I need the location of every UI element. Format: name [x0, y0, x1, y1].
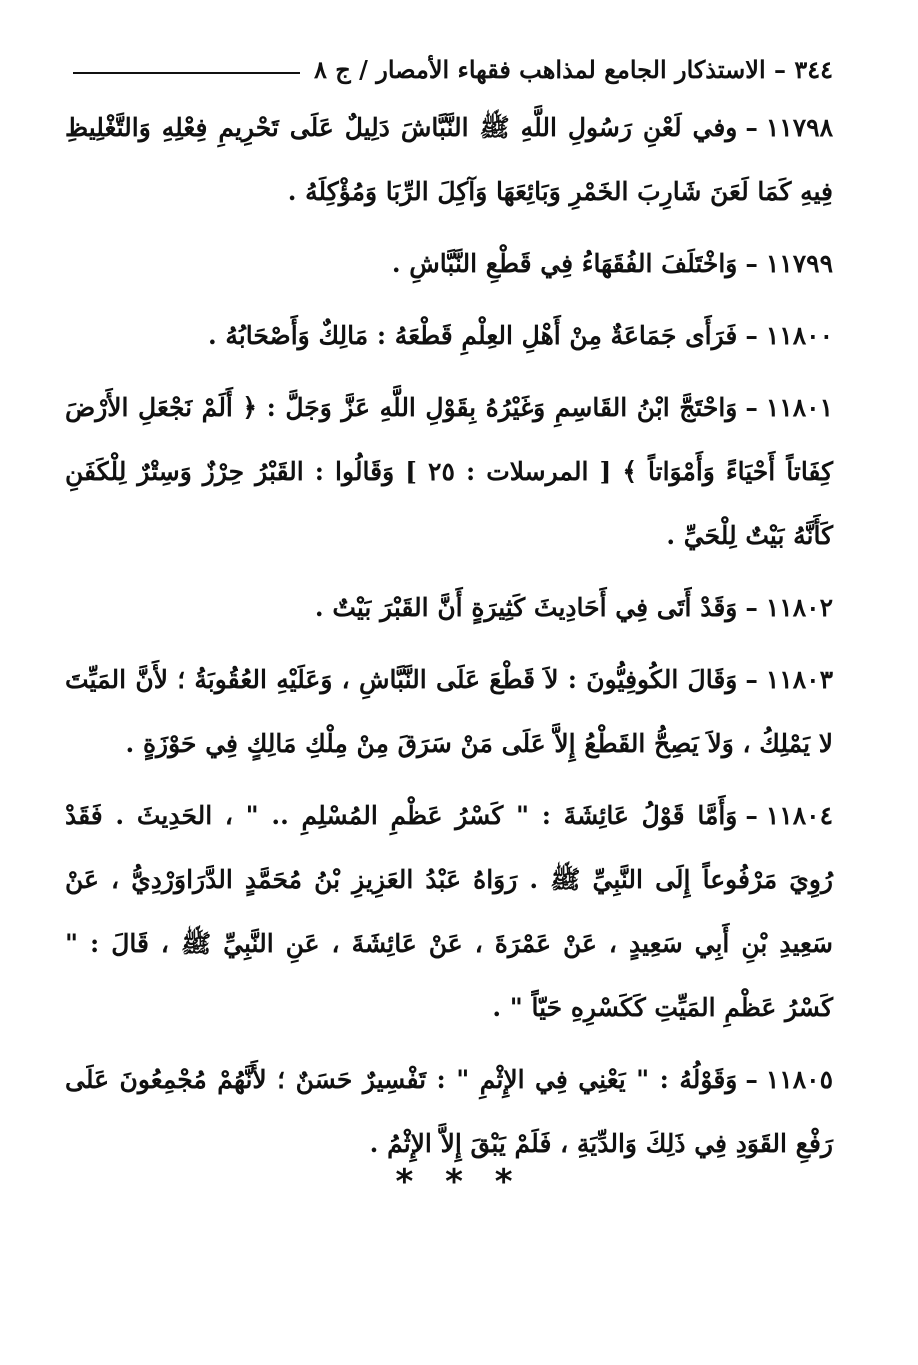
paragraph-11804	[65, 784, 833, 1040]
paragraph-number: ١١٨٠٠	[765, 321, 833, 350]
running-head	[73, 50, 833, 90]
paragraph-11803	[65, 648, 833, 776]
paragraph-11799	[65, 232, 833, 296]
paragraph-number: ١١٧٩٨	[765, 113, 833, 142]
paragraph-dash: –	[745, 1065, 758, 1094]
paragraph-dash: –	[745, 665, 758, 694]
running-head-title: الاستذكار الجامع لمذاهب فقهاء الأمصار / ج ٨	[314, 55, 766, 84]
paragraph-11802	[65, 576, 833, 640]
paragraph-dash: –	[745, 393, 758, 422]
paragraph-dash: –	[745, 113, 758, 142]
paragraph-number: ١١٨٠٢	[765, 593, 833, 622]
paragraph-number: ١١٨٠١	[765, 393, 833, 422]
paragraph-text: وَاحْتَجَّ ابْنُ القَاسِمِ وَغَيْرُهُ بِقَوْلِ اللَّهِ عَزَّ وَجَلَّ : ﴿ أَلَمْ نَجْعَلِ الأَرْضَ كِفَاتاً أَحْيَاءً وَأَمْوَاتاً ﴾ [ المرسلات : ٢٥ ] وَقَالُوا : القَبْرُ حِرْزٌ وَسِتْرٌ لِلْكَفَنِ كَأَنَّهُ بَيْتٌ لِلْحَيِّ .	[65, 393, 833, 550]
paragraph-text: وَقَالَ الكُوفِيُّونَ : لاَ قَطْعَ عَلَى النَّبَّاشِ ، وَعَلَيْهِ العُقُوبَةُ ؛ لأَنَّ المَيِّتَ لا يَمْلِكُ ، وَلاَ يَصِحُّ القَطْعُ إِلاَّ عَلَى مَنْ سَرَقَ مِنْ مِلْكِ مَالِكٍ فِي حَوْزَةٍ .	[65, 665, 833, 758]
paragraph-text: وَقَدْ أَتَى فِي أَحَادِيثَ كَثِيرَةٍ أَنَّ القَبْرَ بَيْتٌ .	[314, 593, 738, 622]
paragraph-text: وَاخْتَلَفَ الفُقَهَاءُ فِي قَطْعِ النَّبَّاشِ .	[391, 249, 738, 278]
paragraph-11805	[65, 1048, 833, 1176]
paragraph-dash: –	[745, 593, 758, 622]
paragraph-11801	[65, 376, 833, 568]
paragraph-number: ١١٨٠٣	[765, 665, 833, 694]
paragraph-dash: –	[745, 321, 758, 350]
paragraph-text: فَرَأَى جَمَاعَةٌ مِنْ أَهْلِ العِلْمِ قَطْعَهُ : مَالِكٌ وَأَصْحَابُهُ .	[207, 321, 738, 350]
paragraph-text: وفي لَعْنِ رَسُولِ اللَّهِ ﷺ النَّبَّاشَ دَلِيلٌ عَلَى تَحْرِيمِ فِعْلِهِ وَالتَّغْلِيظِ فِيهِ كَمَا لَعَنَ شَارِبَ الخَمْرِ وَبَائِعَهَا وَآكِلَ الرِّبَا وَمُؤْكِلَهُ .	[65, 113, 833, 206]
paragraph-text: وَأَمَّا قَوْلُ عَائِشَةَ : " كَسْرُ عَظْمِ المُسْلِمِ .. " ، الحَدِيثَ . فَقَدْ رُوِيَ مَرْفُوعاً إِلَى النَّبِيِّ ﷺ . رَوَاهُ عَبْدُ العَزِيزِ بْنُ مُحَمَّدٍ الدَّرَاوَرْدِيُّ ، عَنْ سَعِيدِ بْنِ أَبِي سَعِيدٍ ، عَنْ عَمْرَةَ ، عَنْ عَائِشَةَ ، عَنِ النَّبِيِّ ﷺ ، قَالَ : " كَسْرُ عَظْمِ المَيِّتِ كَكَسْرِهِ حَيّاً " .	[65, 801, 833, 1022]
paragraph-text: وَقَوْلُهُ : " يَعْنِي فِي الإِثْمِ " : تَفْسِيرٌ حَسَنٌ ؛ لأَنَّهُمْ مُجْمِعُونَ عَلَى رَفْعِ القَوَدِ فِي ذَلِكَ وَالدِّيَةِ ، فَلَمْ يَبْقَ إِلاَّ الإِثْمُ .	[65, 1065, 833, 1158]
paragraph-number: ١١٧٩٩	[765, 249, 833, 278]
paragraph-dash: –	[745, 801, 758, 830]
running-head-dash: –	[765, 55, 795, 84]
paragraph-number: ١١٨٠٤	[765, 801, 833, 830]
running-head-page-number: ٣٤٤	[794, 55, 833, 84]
paragraph-number: ١١٨٠٥	[765, 1065, 833, 1094]
section-separator-asterisks: * * *	[395, 1162, 523, 1202]
running-head-rule	[73, 72, 300, 74]
paragraph-11800	[65, 304, 833, 368]
body-text	[65, 96, 833, 1184]
paragraph-dash: –	[745, 249, 758, 278]
paragraph-11798	[65, 96, 833, 224]
